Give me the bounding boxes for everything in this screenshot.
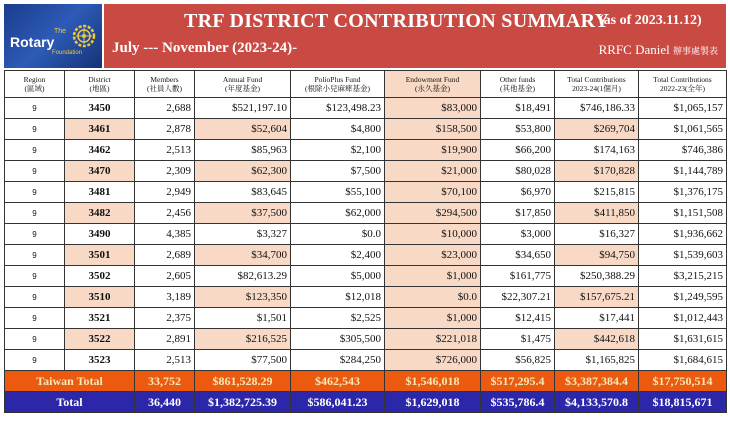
- grand-total-row: [5, 392, 727, 413]
- cell-region: 9: [5, 203, 65, 224]
- cell-total-cur: $17,441: [555, 308, 639, 329]
- column-header: [639, 71, 727, 98]
- table-header-row: [5, 71, 727, 98]
- cell-endow: $19,900: [385, 140, 481, 161]
- cell-region: 9: [5, 119, 65, 140]
- cell-district: 3501: [65, 245, 135, 266]
- column-header: [291, 71, 385, 98]
- cell-polio: $2,525: [291, 308, 385, 329]
- cell-district: 3461: [65, 119, 135, 140]
- cell-polio: $2,100: [291, 140, 385, 161]
- taiwan-total-row-endow: $1,546,018: [385, 371, 481, 392]
- title-banner: [104, 4, 726, 68]
- cell-district: 3523: [65, 350, 135, 371]
- cell-endow: $221,018: [385, 329, 481, 350]
- cell-polio: $62,000: [291, 203, 385, 224]
- cell-other: $34,650: [481, 245, 555, 266]
- report-author: [599, 42, 718, 58]
- grand-total-row-annual: $1,382,725.39: [195, 392, 291, 413]
- cell-region: 9: [5, 350, 65, 371]
- cell-total-cur: $269,704: [555, 119, 639, 140]
- table-row: [5, 140, 727, 161]
- column-header-zh: 2023-24(1個月): [572, 84, 621, 93]
- column-header-zh: 2022-23(全年): [660, 84, 705, 93]
- cell-total-cur: $94,750: [555, 245, 639, 266]
- column-header-zh: (根除小兒麻痺基金): [305, 84, 370, 93]
- cell-region: 9: [5, 287, 65, 308]
- rotary-wheel-icon: [72, 24, 96, 48]
- cell-total-prev: $1,376,175: [639, 182, 727, 203]
- grand-total-row-label: Total: [5, 392, 135, 413]
- cell-polio: $284,250: [291, 350, 385, 371]
- column-header-zh: (社員人數): [147, 84, 182, 93]
- column-header-zh: (區域): [24, 84, 45, 93]
- cell-total-cur: $157,675.21: [555, 287, 639, 308]
- cell-members: 2,605: [135, 266, 195, 287]
- cell-total-prev: $1,631,615: [639, 329, 727, 350]
- cell-district: 3521: [65, 308, 135, 329]
- table-row: [5, 161, 727, 182]
- cell-annual: $34,700: [195, 245, 291, 266]
- cell-other: $6,970: [481, 182, 555, 203]
- column-header-zh: (地區): [89, 84, 110, 93]
- cell-annual: $1,501: [195, 308, 291, 329]
- cell-district: 3522: [65, 329, 135, 350]
- cell-endow: $1,000: [385, 266, 481, 287]
- cell-annual: $82,613.29: [195, 266, 291, 287]
- cell-endow: $0.0: [385, 287, 481, 308]
- column-header-zh: (其他基金): [500, 84, 535, 93]
- cell-annual: $52,604: [195, 119, 291, 140]
- cell-annual: $77,500: [195, 350, 291, 371]
- cell-district: 3490: [65, 224, 135, 245]
- cell-other: $161,775: [481, 266, 555, 287]
- column-header: [5, 71, 65, 98]
- cell-total-cur: $442,618: [555, 329, 639, 350]
- cell-district: 3462: [65, 140, 135, 161]
- cell-other: $80,028: [481, 161, 555, 182]
- column-header-zh: (年度基金): [225, 84, 260, 93]
- cell-district: 3470: [65, 161, 135, 182]
- cell-district: 3481: [65, 182, 135, 203]
- grand-total-row-polio: $586,041.23: [291, 392, 385, 413]
- cell-annual: $85,963: [195, 140, 291, 161]
- column-header-en: Other funds: [499, 75, 536, 84]
- logo-foundation: Foundation: [52, 50, 83, 56]
- cell-polio: $12,018: [291, 287, 385, 308]
- grand-total-row-total-prev: $18,815,671: [639, 392, 727, 413]
- cell-polio: $55,100: [291, 182, 385, 203]
- cell-members: 3,189: [135, 287, 195, 308]
- cell-total-prev: $1,539,603: [639, 245, 727, 266]
- cell-annual: $123,350: [195, 287, 291, 308]
- cell-members: 2,949: [135, 182, 195, 203]
- report-header: [4, 4, 726, 68]
- cell-region: 9: [5, 245, 65, 266]
- cell-annual: $37,500: [195, 203, 291, 224]
- cell-annual: $521,197.10: [195, 98, 291, 119]
- table-row: [5, 245, 727, 266]
- table-row: [5, 224, 727, 245]
- taiwan-total-row-total-cur: $3,387,384.4: [555, 371, 639, 392]
- cell-members: 2,513: [135, 350, 195, 371]
- cell-total-prev: $1,684,615: [639, 350, 727, 371]
- grand-total-row-other: $535,786.4: [481, 392, 555, 413]
- cell-members: 2,688: [135, 98, 195, 119]
- cell-members: 2,689: [135, 245, 195, 266]
- cell-other: $53,800: [481, 119, 555, 140]
- taiwan-total-row-annual: $861,528.29: [195, 371, 291, 392]
- cell-total-prev: $1,249,595: [639, 287, 727, 308]
- cell-other: $66,200: [481, 140, 555, 161]
- taiwan-total-row-total-prev: $17,750,514: [639, 371, 727, 392]
- cell-annual: $62,300: [195, 161, 291, 182]
- column-header: [195, 71, 291, 98]
- column-header: [481, 71, 555, 98]
- table-row: [5, 98, 727, 119]
- cell-polio: $2,400: [291, 245, 385, 266]
- column-header-en: PolioPlus Fund: [314, 75, 361, 84]
- taiwan-total-row-other: $517,295.4: [481, 371, 555, 392]
- cell-district: 3450: [65, 98, 135, 119]
- taiwan-total-row-polio: $462,543: [291, 371, 385, 392]
- cell-total-prev: $746,386: [639, 140, 727, 161]
- cell-members: 2,375: [135, 308, 195, 329]
- cell-region: 9: [5, 308, 65, 329]
- column-header-en: Endowment Fund: [405, 75, 460, 84]
- cell-other: $22,307.21: [481, 287, 555, 308]
- cell-total-prev: $1,061,565: [639, 119, 727, 140]
- cell-endow: $294,500: [385, 203, 481, 224]
- cell-members: 2,891: [135, 329, 195, 350]
- cell-endow: $83,000: [385, 98, 481, 119]
- cell-polio: $7,500: [291, 161, 385, 182]
- column-header-en: Total Contributions: [653, 75, 712, 84]
- cell-other: $18,491: [481, 98, 555, 119]
- cell-total-cur: $170,828: [555, 161, 639, 182]
- cell-members: 4,385: [135, 224, 195, 245]
- cell-members: 2,309: [135, 161, 195, 182]
- cell-region: 9: [5, 161, 65, 182]
- cell-total-cur: $746,186.33: [555, 98, 639, 119]
- cell-district: 3482: [65, 203, 135, 224]
- logo-the: The: [54, 28, 67, 35]
- column-header-en: Annual Fund: [222, 75, 263, 84]
- rotary-foundation-logo: [4, 4, 102, 68]
- cell-members: 2,878: [135, 119, 195, 140]
- grand-total-row-members: 36,440: [135, 392, 195, 413]
- author-note: 辦事處製表: [672, 46, 718, 56]
- cell-endow: $158,500: [385, 119, 481, 140]
- column-header-zh: (永久基金): [415, 84, 450, 93]
- column-header: [65, 71, 135, 98]
- cell-total-prev: $1,936,662: [639, 224, 727, 245]
- report-period: July --- November (2023-24)-: [112, 40, 298, 56]
- cell-total-prev: $3,215,215: [639, 266, 727, 287]
- column-header: [135, 71, 195, 98]
- cell-region: 9: [5, 266, 65, 287]
- cell-polio: $4,800: [291, 119, 385, 140]
- table-row: [5, 203, 727, 224]
- cell-members: 2,513: [135, 140, 195, 161]
- cell-total-cur: $16,327: [555, 224, 639, 245]
- cell-region: 9: [5, 182, 65, 203]
- cell-members: 2,456: [135, 203, 195, 224]
- column-header: [555, 71, 639, 98]
- grand-total-row-total-cur: $4,133,570.8: [555, 392, 639, 413]
- cell-total-cur: $411,850: [555, 203, 639, 224]
- cell-region: 9: [5, 224, 65, 245]
- cell-endow: $23,000: [385, 245, 481, 266]
- cell-total-cur: $1,165,825: [555, 350, 639, 371]
- taiwan-total-row-members: 33,752: [135, 371, 195, 392]
- cell-polio: $123,498.23: [291, 98, 385, 119]
- cell-endow: $726,000: [385, 350, 481, 371]
- cell-total-cur: $174,163: [555, 140, 639, 161]
- table-row: [5, 266, 727, 287]
- cell-total-prev: $1,065,157: [639, 98, 727, 119]
- column-header: [385, 71, 481, 98]
- report-title: TRF DISTRICT CONTRIBUTION SUMMARY: [184, 10, 610, 32]
- table-row: [5, 329, 727, 350]
- table-row: [5, 350, 727, 371]
- cell-total-prev: $1,151,508: [639, 203, 727, 224]
- cell-endow: $10,000: [385, 224, 481, 245]
- cell-polio: $0.0: [291, 224, 385, 245]
- cell-region: 9: [5, 329, 65, 350]
- cell-other: $17,850: [481, 203, 555, 224]
- logo-rotary: Rotary: [10, 34, 55, 50]
- contribution-table: [4, 70, 727, 413]
- cell-endow: $21,000: [385, 161, 481, 182]
- taiwan-total-row: [5, 371, 727, 392]
- table-row: [5, 182, 727, 203]
- column-header-en: Members: [150, 75, 179, 84]
- cell-district: 3502: [65, 266, 135, 287]
- cell-polio: $305,500: [291, 329, 385, 350]
- cell-other: $56,825: [481, 350, 555, 371]
- cell-endow: $70,100: [385, 182, 481, 203]
- cell-other: $3,000: [481, 224, 555, 245]
- table-row: [5, 287, 727, 308]
- cell-other: $12,415: [481, 308, 555, 329]
- cell-district: 3510: [65, 287, 135, 308]
- cell-annual: $3,327: [195, 224, 291, 245]
- grand-total-row-endow: $1,629,018: [385, 392, 481, 413]
- cell-polio: $5,000: [291, 266, 385, 287]
- cell-total-prev: $1,144,789: [639, 161, 727, 182]
- table-row: [5, 308, 727, 329]
- cell-region: 9: [5, 98, 65, 119]
- cell-annual: $83,645: [195, 182, 291, 203]
- column-header-en: District: [88, 75, 111, 84]
- report-as-of: (as of 2023.11.12): [599, 13, 702, 28]
- cell-other: $1,475: [481, 329, 555, 350]
- cell-total-cur: $215,815: [555, 182, 639, 203]
- cell-endow: $1,000: [385, 308, 481, 329]
- cell-total-cur: $250,388.29: [555, 266, 639, 287]
- author-name: RRFC Daniel: [598, 42, 670, 57]
- table-row: [5, 119, 727, 140]
- column-header-en: Region: [23, 75, 46, 84]
- cell-total-prev: $1,012,443: [639, 308, 727, 329]
- taiwan-total-row-label: Taiwan Total: [5, 371, 135, 392]
- cell-region: 9: [5, 140, 65, 161]
- column-header-en: Total Contributions: [567, 75, 626, 84]
- cell-annual: $216,525: [195, 329, 291, 350]
